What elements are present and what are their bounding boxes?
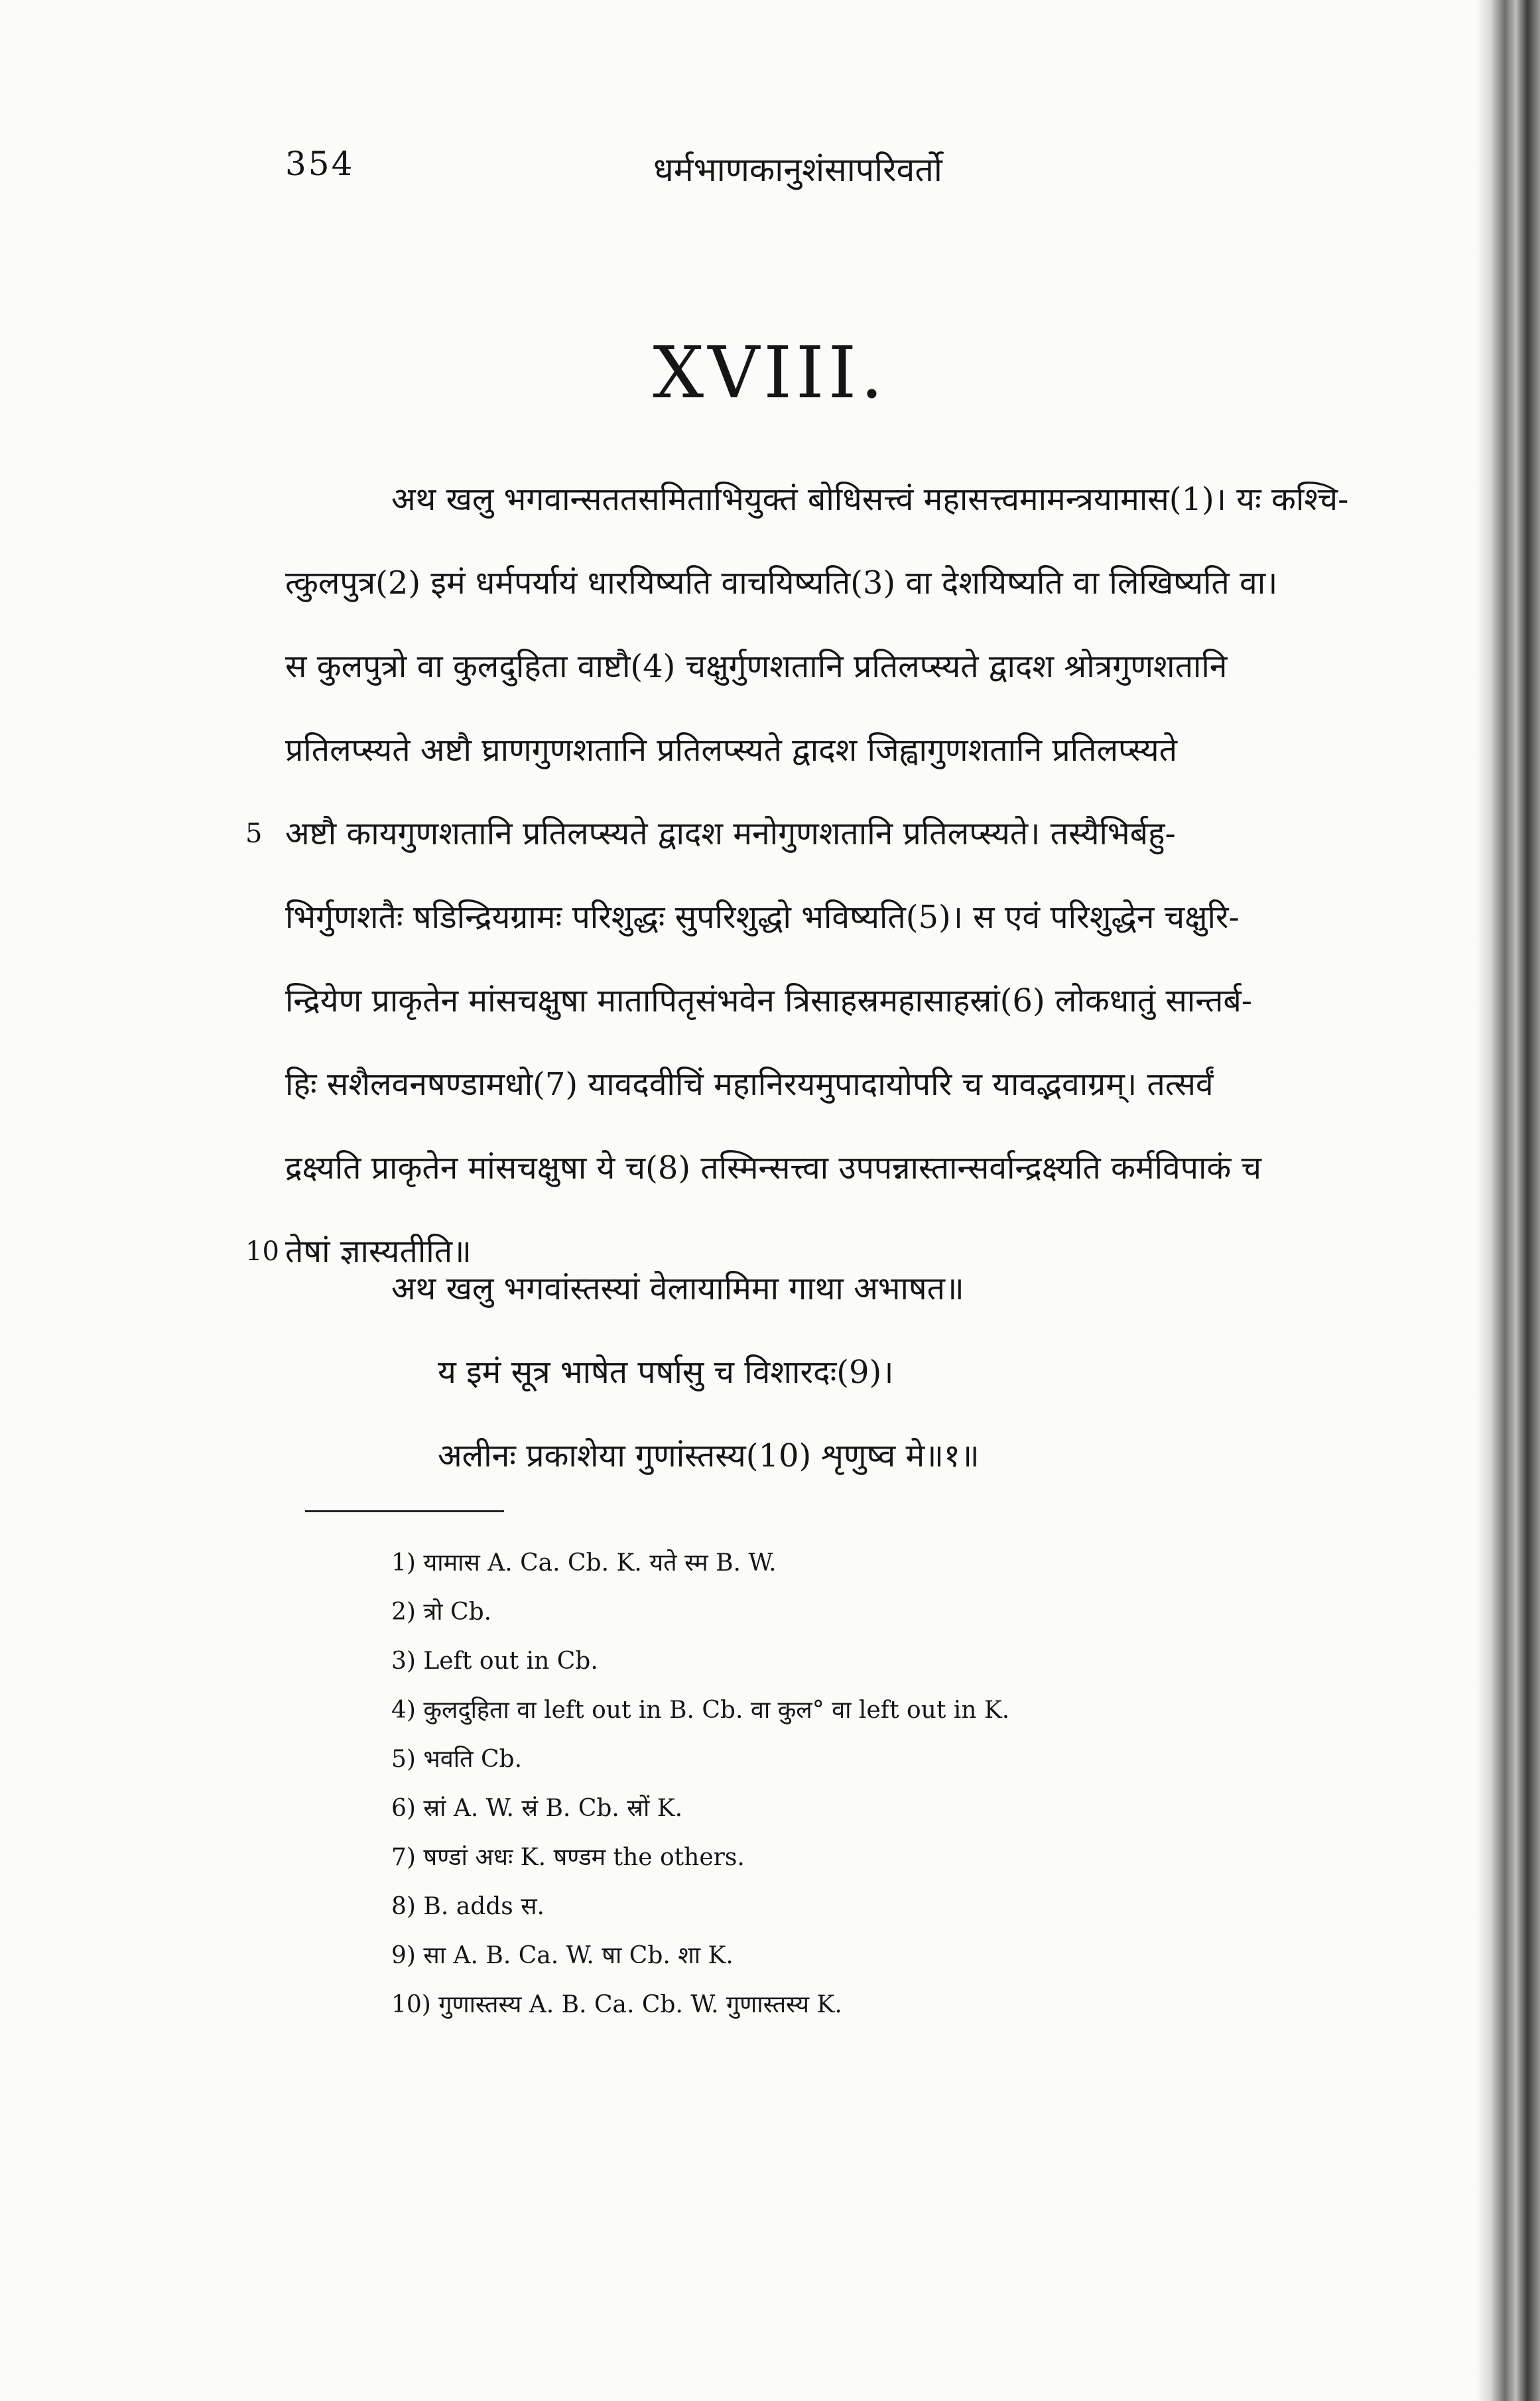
- prose-line: [285, 625, 1472, 708]
- prose-line: [285, 541, 1472, 625]
- prose-text: त्कुलपुत्र(2) इमं धर्मपर्यायं धारयिष्यति वाचयिष्यति(3) वा देशयिष्यति वा लिखिष्यति वा।: [285, 564, 1278, 602]
- prose-line: [285, 708, 1472, 792]
- prose-text: अष्टौ कायगुणशतानि प्रतिलप्स्यते द्वादश मनोगुणशतानि प्रतिलप्स्यते। तस्यैभिर्बहु-: [285, 815, 1176, 852]
- verse-block: [391, 1247, 980, 1498]
- prose-line: [245, 792, 1472, 876]
- prose-text: हिः सशैलवनषण्डामधो(7) यावदवीचिं महानिरयमुपादायोपरि च यावद्भवाग्रम्। तत्सर्वं: [285, 1066, 1214, 1103]
- footnote: 1) यामास A. Ca. Cb. K. यते स्म B. W.: [391, 1549, 777, 1577]
- page-number: 354: [285, 145, 355, 183]
- prose-line: [285, 1043, 1472, 1126]
- verse-intro: अथ खलु भगवांस्तस्यां वेलायामिमा गाथा अभाषत॥: [391, 1270, 964, 1307]
- verse-line: अलीनः प्रकाशेया गुणांस्तस्य(10) शृणुष्व मे॥१॥: [438, 1437, 980, 1474]
- prose-text: द्रक्ष्यति प्राकृतेन मांसचक्षुषा ये च(8) तस्मिन्सत्त्वा उपपन्नास्तान्सर्वान्द्रक्ष्यति कर्मविपाकं च: [285, 1149, 1261, 1187]
- footnote-divider: [305, 1510, 504, 1512]
- verse-line: य इमं सूत्र भाषेत पर्षासु च विशारदः(9)।: [438, 1354, 894, 1391]
- prose-text: न्द्रियेण प्राकृतेन मांसचक्षुषा मातापितृसंभवेन त्रिसाहस्रमहासाहस्रां(6) लोकधातुं सान्तर्ब-: [285, 982, 1252, 1019]
- prose-line: [285, 876, 1472, 959]
- footnote: 3) Left out in Cb.: [391, 1648, 598, 1675]
- prose-text: अथ खलु भगवान्सततसमिताभियुक्तं बोधिसत्त्वं महासत्त्वमामन्त्रयामास(1)। यः कश्चि-: [391, 481, 1349, 518]
- running-title: धर्मभाणकानुशंसापरिवर्तो: [653, 151, 942, 189]
- line-number: 10: [245, 1236, 279, 1267]
- footnote: 7) षण्डां अधः K. षण्डम the others.: [391, 1844, 745, 1871]
- footnote: 5) भवति Cb.: [391, 1746, 523, 1773]
- prose-text: स कुलपुत्रो वा कुलदुहिता वाष्टौ(4) चक्षुर्गुणशतानि प्रतिलप्स्यते द्वादश श्रोत्रगुणशतानि: [285, 648, 1228, 685]
- footnote: 9) सा A. B. Ca. W. षा Cb. शा K.: [391, 1942, 734, 1969]
- prose-text: भिर्गुणशतैः षडिन्द्रियग्रामः परिशुद्धः सुपरिशुद्धो भविष्यति(5)। स एवं परिशुद्धेन चक्षुरि-: [285, 899, 1240, 936]
- chapter-title: XVIII.: [653, 332, 887, 415]
- prose-text: तेषां ज्ञास्यतीति॥: [285, 1233, 472, 1270]
- prose-line: [285, 458, 1472, 541]
- prose-text: प्रतिलप्स्यते अष्टौ घ्राणगुणशतानि प्रतिलप्स्यते द्वादश जिह्वागुणशतानि प्रतिलप्स्यते: [285, 732, 1177, 769]
- page-header: [0, 145, 1540, 198]
- footnotes: [391, 1539, 1009, 2030]
- prose-line: [285, 959, 1472, 1043]
- footnote: 2) त्रो Cb.: [391, 1598, 492, 1626]
- footnote: 4) कुलदुहिता वा left out in B. Cb. वा कुल° वा left out in K.: [391, 1697, 1010, 1724]
- footnote: 8) B. adds स.: [391, 1893, 545, 1920]
- footnote: 10) गुणास्तस्य A. B. Ca. Cb. W. गुणास्तस्य K.: [391, 1991, 842, 2018]
- prose-block: [245, 458, 1472, 1293]
- footnote: 6) स्रां A. W. स्रं B. Cb. स्रों K.: [391, 1795, 683, 1822]
- prose-line: [285, 1126, 1472, 1210]
- line-number: 5: [245, 818, 263, 849]
